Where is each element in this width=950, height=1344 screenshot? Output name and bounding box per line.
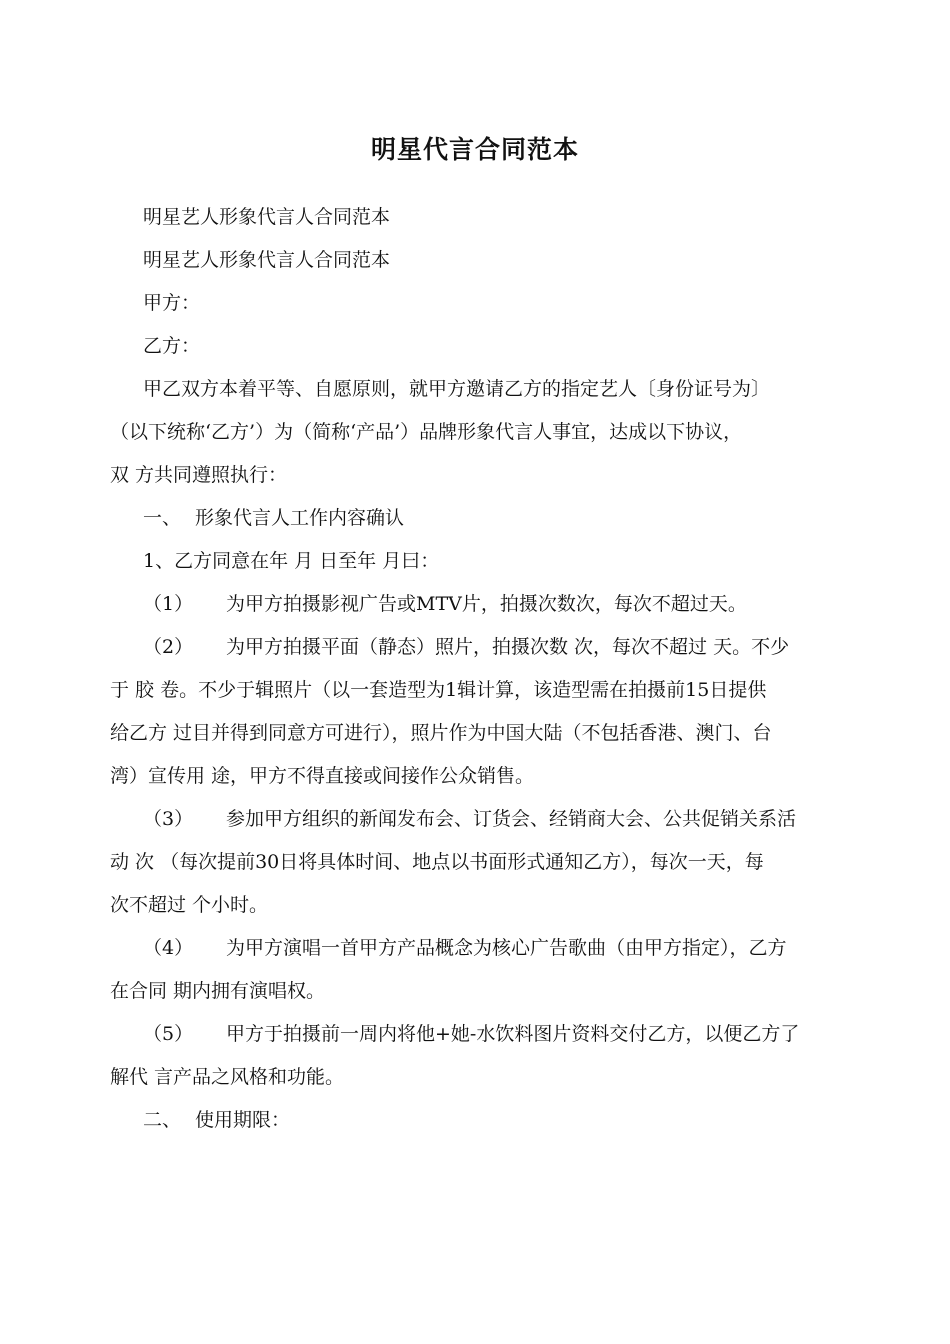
- list-item-3: [110, 798, 840, 841]
- section-number: 一、: [143, 507, 182, 529]
- item-text: 为甲方演唱一首甲方产品概念为核心广告歌曲（由甲方指定），乙方: [226, 937, 787, 959]
- item-text: 为甲方拍摄平面（静态）照片，拍摄次数 次，每次不超过 天。不少: [226, 636, 790, 658]
- paragraph-line: 1、乙方同意在年 月 日至年 月曰：: [143, 550, 440, 572]
- list-item-1: [110, 583, 840, 626]
- paragraph-line: 明星艺人形象代言人合同范本: [143, 206, 391, 228]
- list-item-5: [110, 1013, 840, 1056]
- paragraph-line: 在合同 期内拥有演唱权。: [110, 980, 326, 1002]
- item-number: （4）: [143, 937, 194, 959]
- paragraph-line: 次不超过 个小时。: [110, 894, 269, 916]
- paragraph-line: 解代 言产品之风格和功能。: [110, 1066, 345, 1088]
- item-text: 参加甲方组织的新闻发布会、订货会、经销商大会、公共促销关系活: [226, 808, 797, 830]
- party-a-label: 甲方：: [143, 292, 201, 314]
- list-item-2: [110, 626, 840, 669]
- item-number: （1）: [143, 593, 194, 615]
- paragraph-line: 于 胶 卷。不少于辑照片（以一套造型为1辑计算，该造型需在拍摄前15日提供: [110, 679, 767, 701]
- item-number: （2）: [143, 636, 194, 658]
- paragraph-line: （以下统称‘乙方’）为（简称‘产品’）品牌形象代言人事宜，达成以下协议，: [110, 421, 743, 443]
- paragraph-line: 明星艺人形象代言人合同范本: [143, 249, 391, 271]
- paragraph-line: 动 次 （每次提前30日将具体时间、地点以书面形式通知乙方），每次一天，每: [110, 851, 764, 873]
- paragraph-line: 湾）宣传用 途，甲方不得直接或间接作公众销售。: [110, 765, 535, 787]
- section-heading-2: [110, 1099, 840, 1142]
- item-number: （3）: [143, 808, 194, 830]
- item-number: （5）: [143, 1023, 194, 1045]
- section-text: 形象代言人工作内容确认: [195, 507, 405, 529]
- paragraph-line: 双 方共同遵照执行：: [110, 464, 288, 486]
- section-heading-1: [110, 497, 840, 540]
- party-b-label: 乙方：: [143, 335, 201, 357]
- section-text: 使用期限：: [195, 1109, 291, 1131]
- paragraph-line: 给乙方 过目并得到同意方可进行），照片作为中国大陆（不包括香港、澳门、台: [110, 722, 772, 744]
- item-text: 甲方于拍摄前一周内将他+她-水饮料图片资料交付乙方，以便乙方了: [226, 1023, 800, 1045]
- paragraph-line: 甲乙双方本着平等、自愿原则，就甲方邀请乙方的指定艺人〔身份证号为〕: [143, 378, 771, 400]
- document-body: [110, 196, 840, 1142]
- document-title: 明星代言合同范本: [370, 135, 579, 164]
- list-item-4: [110, 927, 840, 970]
- item-text: 为甲方拍摄影视广告或MTV片，拍摄次数次，每次不超过天。: [226, 593, 747, 615]
- section-number: 二、: [143, 1109, 182, 1131]
